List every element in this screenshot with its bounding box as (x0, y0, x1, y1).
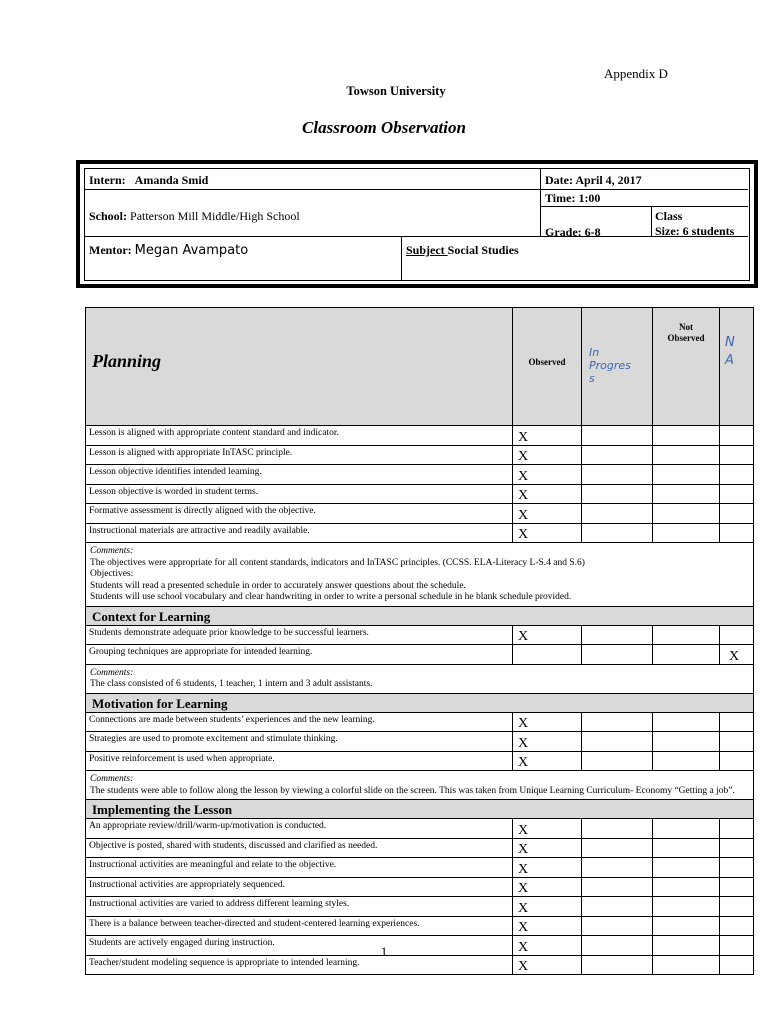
class-size: Size: 6 students (655, 224, 735, 238)
criterion-text: Strategies are used to promote excitement and stimulate thinking. (86, 732, 513, 752)
school-field (89, 209, 300, 224)
observed-mark[interactable] (513, 645, 582, 665)
section-title-motivation: Motivation for Learning (86, 693, 754, 712)
na-cell[interactable] (720, 877, 754, 897)
na-cell[interactable] (720, 916, 754, 936)
table-row (86, 645, 754, 665)
in-progress-cell[interactable] (582, 838, 653, 858)
not-observed-header-cell (653, 308, 720, 426)
in-progress-cell[interactable] (582, 504, 653, 524)
intern-label: Intern: (89, 173, 126, 187)
divider (540, 206, 748, 207)
section-header-row (86, 800, 754, 819)
na-cell[interactable] (720, 484, 754, 504)
not-observed-cell[interactable] (653, 625, 720, 645)
not-observed-header-1: Not (679, 322, 693, 332)
school-value: Patterson Mill Middle/High School (130, 209, 300, 223)
criterion-text: Formative assessment is directly aligned with the objective. (86, 504, 513, 524)
not-observed-cell[interactable] (653, 819, 720, 839)
table-row (86, 897, 754, 917)
observed-mark[interactable]: X (513, 897, 582, 917)
observed-mark[interactable]: X (513, 732, 582, 752)
grade-field: Grade: 6-8 (545, 225, 601, 239)
subject-field (406, 243, 519, 258)
comment-line: The students were able to follow along the lesson by viewing a colorful slide on the screen. This was taken from Unique Learning Curriculum- Economy “Getting a job”. (90, 785, 735, 796)
class-label: Class (655, 209, 683, 223)
divider (651, 206, 652, 236)
time-field: Time: 1:00 (545, 191, 601, 205)
criterion-text: An appropriate review/drill/warm-up/motivation is conducted. (86, 819, 513, 839)
comment-line: Students will use school vocabulary and clear handwriting in order to write a personal schedule in he blank schedule provided. (90, 592, 572, 602)
section-title-context: Context for Learning (86, 606, 754, 625)
in-progress-cell[interactable] (582, 858, 653, 878)
context-comments[interactable] (86, 664, 754, 693)
info-box (84, 168, 750, 281)
observed-mark[interactable]: X (513, 445, 582, 465)
mentor-value: Megan Avampato (134, 243, 249, 258)
not-observed-cell[interactable] (653, 897, 720, 917)
in-progress-cell[interactable] (582, 484, 653, 504)
in-progress-cell[interactable] (582, 897, 653, 917)
na-cell[interactable] (720, 523, 754, 543)
comments-row (86, 664, 754, 693)
observed-mark[interactable]: X (513, 838, 582, 858)
na-cell[interactable] (720, 858, 754, 878)
criterion-text: Instructional activities are varied to address different learning styles. (86, 897, 513, 917)
na-mark[interactable]: X (720, 645, 754, 665)
motivation-comments[interactable] (86, 771, 754, 800)
na-cell[interactable] (720, 819, 754, 839)
na-cell[interactable] (720, 897, 754, 917)
criterion-text: Lesson is aligned with appropriate content standard and indicator. (86, 426, 513, 446)
table-header-row (86, 308, 754, 426)
na-cell[interactable] (720, 712, 754, 732)
divider (85, 189, 748, 190)
criterion-text: Objective is posted, shared with students, discussed and clarified as needed. (86, 838, 513, 858)
table-row (86, 877, 754, 897)
in-progress-cell[interactable] (582, 523, 653, 543)
observed-mark[interactable]: X (513, 955, 582, 975)
observed-mark[interactable]: X (513, 858, 582, 878)
table-row (86, 465, 754, 485)
table-row (86, 445, 754, 465)
observed-mark[interactable]: X (513, 712, 582, 732)
intern-value: Amanda Smid (134, 173, 209, 187)
criterion-text: Grouping techniques are appropriate for intended learning. (86, 645, 513, 665)
table-row (86, 819, 754, 839)
criterion-text: Positive reinforcement is used when appropriate. (86, 751, 513, 771)
comment-line: The class consisted of 6 students, 1 teacher, 1 intern and 3 adult assistants. (90, 679, 373, 689)
not-observed-cell[interactable] (653, 465, 720, 485)
planning-heading: Planning (92, 351, 162, 371)
comments-row (86, 543, 754, 607)
comments-row (86, 771, 754, 800)
na-header-2: A (725, 353, 734, 368)
table-row (86, 838, 754, 858)
not-observed-cell[interactable] (653, 523, 720, 543)
in-progress-cell[interactable] (582, 625, 653, 645)
table-row (86, 858, 754, 878)
not-observed-cell[interactable] (653, 916, 720, 936)
observed-mark[interactable]: X (513, 819, 582, 839)
in-progress-cell[interactable] (582, 712, 653, 732)
na-cell[interactable] (720, 732, 754, 752)
observed-header-cell (513, 308, 582, 426)
observed-mark[interactable]: X (513, 484, 582, 504)
comment-line: Objectives: (90, 569, 134, 579)
observed-mark[interactable]: X (513, 916, 582, 936)
observed-mark[interactable]: X (513, 625, 582, 645)
intern-field (89, 173, 208, 188)
criterion-text: Lesson objective identifies intended learning. (86, 465, 513, 485)
na-header-1: N (725, 335, 735, 350)
in-progress-cell[interactable] (582, 751, 653, 771)
criterion-text: Lesson objective is worded in student terms. (86, 484, 513, 504)
observed-mark[interactable]: X (513, 751, 582, 771)
in-progress-cell[interactable] (582, 445, 653, 465)
na-mark[interactable] (720, 625, 754, 645)
not-observed-cell[interactable] (653, 751, 720, 771)
date-field: Date: April 4, 2017 (545, 173, 642, 187)
table-row (86, 484, 754, 504)
in-progress-cell[interactable] (582, 916, 653, 936)
comments-label: Comments: (90, 774, 134, 784)
na-cell[interactable] (720, 838, 754, 858)
page-title: Classroom Observation (302, 118, 466, 137)
table-row (86, 732, 754, 752)
mentor-label: Mentor: (89, 243, 132, 257)
criterion-text: Instructional materials are attractive and readily available. (86, 523, 513, 543)
subject-label: Subject (406, 243, 448, 257)
table-row (86, 625, 754, 645)
in-progress-cell[interactable] (582, 645, 653, 665)
in-progress-cell[interactable] (582, 426, 653, 446)
divider (540, 169, 541, 236)
appendix-label: Appendix D (604, 66, 668, 81)
na-cell[interactable] (720, 465, 754, 485)
table-row (86, 712, 754, 732)
table-row (86, 426, 754, 446)
criterion-text: Teacher/student modeling sequence is appropriate to intended learning. (86, 955, 513, 975)
criterion-text: Instructional activities are meaningful and relate to the objective. (86, 858, 513, 878)
planning-header-cell (86, 308, 513, 426)
in-progress-cell[interactable] (582, 732, 653, 752)
comments-label: Comments: (90, 546, 134, 556)
not-observed-cell[interactable] (653, 877, 720, 897)
university-name: Towson University (346, 84, 446, 98)
not-observed-cell[interactable] (653, 445, 720, 465)
in-progress-header-cell (582, 308, 653, 426)
na-cell[interactable] (720, 504, 754, 524)
comments-label: Comments: (90, 667, 134, 678)
criterion-text: Lesson is aligned with appropriate InTASC principle. (86, 445, 513, 465)
table-row (86, 751, 754, 771)
section-header-row (86, 693, 754, 712)
divider (85, 236, 748, 237)
observed-mark[interactable]: X (513, 936, 582, 956)
in-progress-header-3: s (589, 372, 595, 385)
not-observed-cell[interactable] (653, 645, 720, 665)
planning-comments[interactable] (86, 543, 754, 607)
observed-mark[interactable]: X (513, 426, 582, 446)
in-progress-cell[interactable] (582, 465, 653, 485)
na-cell[interactable] (720, 445, 754, 465)
observed-mark[interactable]: X (513, 877, 582, 897)
comment-line: The objectives were appropriate for all content standards, indicators and InTASC principles. (CCSS. ELA-Literacy L-S.4 and S.6) (90, 557, 585, 568)
in-progress-header-2: Progres (589, 359, 631, 372)
not-observed-header-2: Observed (667, 333, 705, 343)
divider (401, 236, 402, 280)
section-title-implementing: Implementing the Lesson (86, 800, 754, 819)
section-header-row (86, 606, 754, 625)
page-number: 1 (380, 944, 388, 959)
not-observed-cell[interactable] (653, 426, 720, 446)
comment-line: Students will read a presented schedule in order to accurately answer questions about the schedule. (90, 580, 466, 591)
criterion-text: Students are actively engaged during instruction. (86, 936, 513, 956)
criterion-text: Connections are made between students’ experiences and the new learning. (86, 712, 513, 732)
not-observed-cell[interactable] (653, 504, 720, 524)
observed-mark[interactable]: X (513, 523, 582, 543)
table-row (86, 916, 754, 936)
not-observed-cell[interactable] (653, 838, 720, 858)
na-cell[interactable] (720, 426, 754, 446)
not-observed-cell[interactable] (653, 712, 720, 732)
observed-header: Observed (528, 357, 566, 367)
not-observed-cell[interactable] (653, 484, 720, 504)
not-observed-cell[interactable] (653, 732, 720, 752)
subject-value: Social Studies (447, 243, 519, 257)
criterion-text: Instructional activities are appropriately sequenced. (86, 877, 513, 897)
criterion-text: There is a balance between teacher-directed and student-centered learning experiences. (86, 916, 513, 936)
table-row (86, 523, 754, 543)
in-progress-header-1: In (589, 346, 600, 359)
observed-mark[interactable]: X (513, 465, 582, 485)
mentor-field (89, 243, 248, 258)
table-row (86, 504, 754, 524)
school-label: School: (89, 209, 128, 223)
na-header-cell (720, 308, 754, 426)
observed-mark[interactable]: X (513, 504, 582, 524)
not-observed-cell[interactable] (653, 858, 720, 878)
na-cell[interactable] (720, 751, 754, 771)
in-progress-cell[interactable] (582, 877, 653, 897)
observation-table (85, 307, 754, 975)
in-progress-cell[interactable] (582, 819, 653, 839)
criterion-text: Students demonstrate adequate prior knowledge to be successful learners. (86, 625, 513, 645)
